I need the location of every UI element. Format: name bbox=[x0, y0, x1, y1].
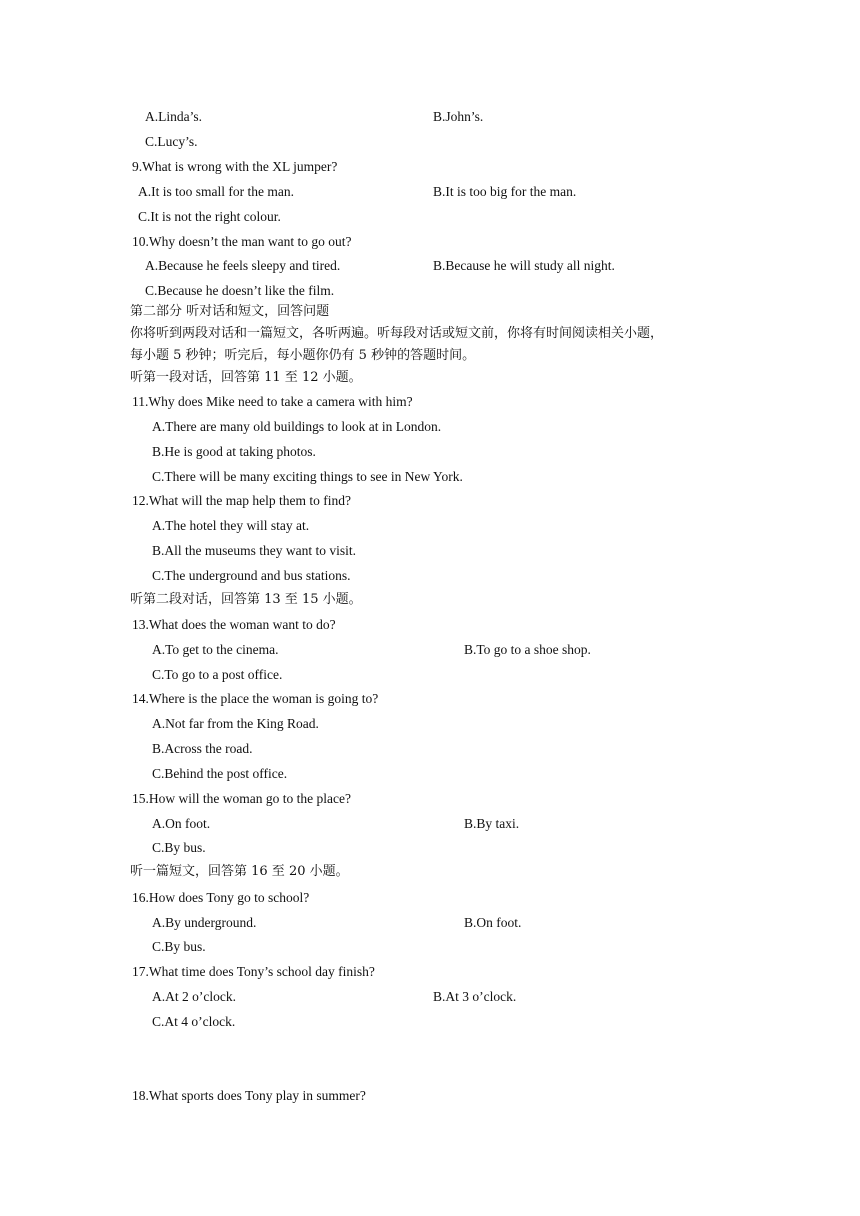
dialogue-2-instruction: 听第二段对话，回答第 13 至 15 小题。 bbox=[130, 592, 362, 607]
q16-option-a: A.By underground. bbox=[152, 915, 257, 930]
q13-option-a: A.To get to the cinema. bbox=[152, 642, 279, 657]
question-18: 18.What sports does Tony play in summer? bbox=[132, 1088, 366, 1103]
q15-option-a: A.On foot. bbox=[152, 816, 211, 831]
q16-option-b: B.On foot. bbox=[464, 915, 522, 930]
question-12: 12.What will the map help them to find? bbox=[132, 493, 351, 508]
q10-option-b: B.Because he will study all night. bbox=[433, 258, 615, 273]
q9-option-c: C.It is not the right colour. bbox=[138, 209, 281, 224]
q8-option-b: B.John’s. bbox=[433, 109, 484, 124]
question-11: 11.Why does Mike need to take a camera with him? bbox=[132, 394, 413, 409]
q12-option-a: A.The hotel they will stay at. bbox=[152, 518, 310, 533]
question-14: 14.Where is the place the woman is going to? bbox=[132, 691, 379, 706]
q17-option-a: A.At 2 o’clock. bbox=[152, 989, 236, 1004]
question-17: 17.What time does Tony’s school day finish? bbox=[132, 964, 375, 979]
q11-option-c: C.There will be many exciting things to see in New York. bbox=[152, 469, 463, 484]
instructions-line-2: 每小题 5 秒钟；听完后，每小题你仍有 5 秒钟的答题时间。 bbox=[130, 348, 476, 363]
q14-option-b: B.Across the road. bbox=[152, 741, 253, 756]
q10-option-a: A.Because he feels sleepy and tired. bbox=[145, 258, 341, 273]
question-9: 9.What is wrong with the XL jumper? bbox=[132, 159, 338, 174]
dialogue-1-instruction: 听第一段对话，回答第 11 至 12 小题。 bbox=[130, 370, 362, 385]
question-13: 13.What does the woman want to do? bbox=[132, 617, 336, 632]
question-16: 16.How does Tony go to school? bbox=[132, 890, 310, 905]
q13-option-b: B.To go to a shoe shop. bbox=[464, 642, 591, 657]
question-15: 15.How will the woman go to the place? bbox=[132, 791, 351, 806]
q15-option-c: C.By bus. bbox=[152, 840, 206, 855]
q17-option-c: C.At 4 o’clock. bbox=[152, 1014, 236, 1029]
question-10: 10.Why doesn’t the man want to go out? bbox=[132, 234, 352, 249]
q10-option-c: C.Because he doesn’t like the film. bbox=[145, 283, 335, 298]
q13-option-c: C.To go to a post office. bbox=[152, 667, 283, 682]
q16-option-c: C.By bus. bbox=[152, 939, 206, 954]
q9-option-a: A.It is too small for the man. bbox=[138, 184, 294, 199]
q8-option-a: A.Linda’s. bbox=[145, 109, 202, 124]
q14-option-c: C.Behind the post office. bbox=[152, 766, 288, 781]
instructions-line-1: 你将听到两段对话和一篇短文，各听两遍。听每段对话或短文前，你将有时间阅读相关小题， bbox=[130, 326, 664, 341]
q11-option-b: B.He is good at taking photos. bbox=[152, 444, 316, 459]
q9-option-b: B.It is too big for the man. bbox=[433, 184, 577, 199]
q17-option-b: B.At 3 o’clock. bbox=[433, 989, 517, 1004]
section-heading: 第二部分 听对话和短文，回答问题 bbox=[130, 304, 330, 319]
q11-option-a: A.There are many old buildings to look at in London. bbox=[152, 419, 442, 434]
q15-option-b: B.By taxi. bbox=[464, 816, 520, 831]
passage-instruction: 听一篇短文，回答第 16 至 20 小题。 bbox=[130, 864, 349, 879]
q12-option-c: C.The underground and bus stations. bbox=[152, 568, 351, 583]
q12-option-b: B.All the museums they want to visit. bbox=[152, 543, 356, 558]
q14-option-a: A.Not far from the King Road. bbox=[152, 716, 319, 731]
q8-option-c: C.Lucy’s. bbox=[145, 134, 198, 149]
